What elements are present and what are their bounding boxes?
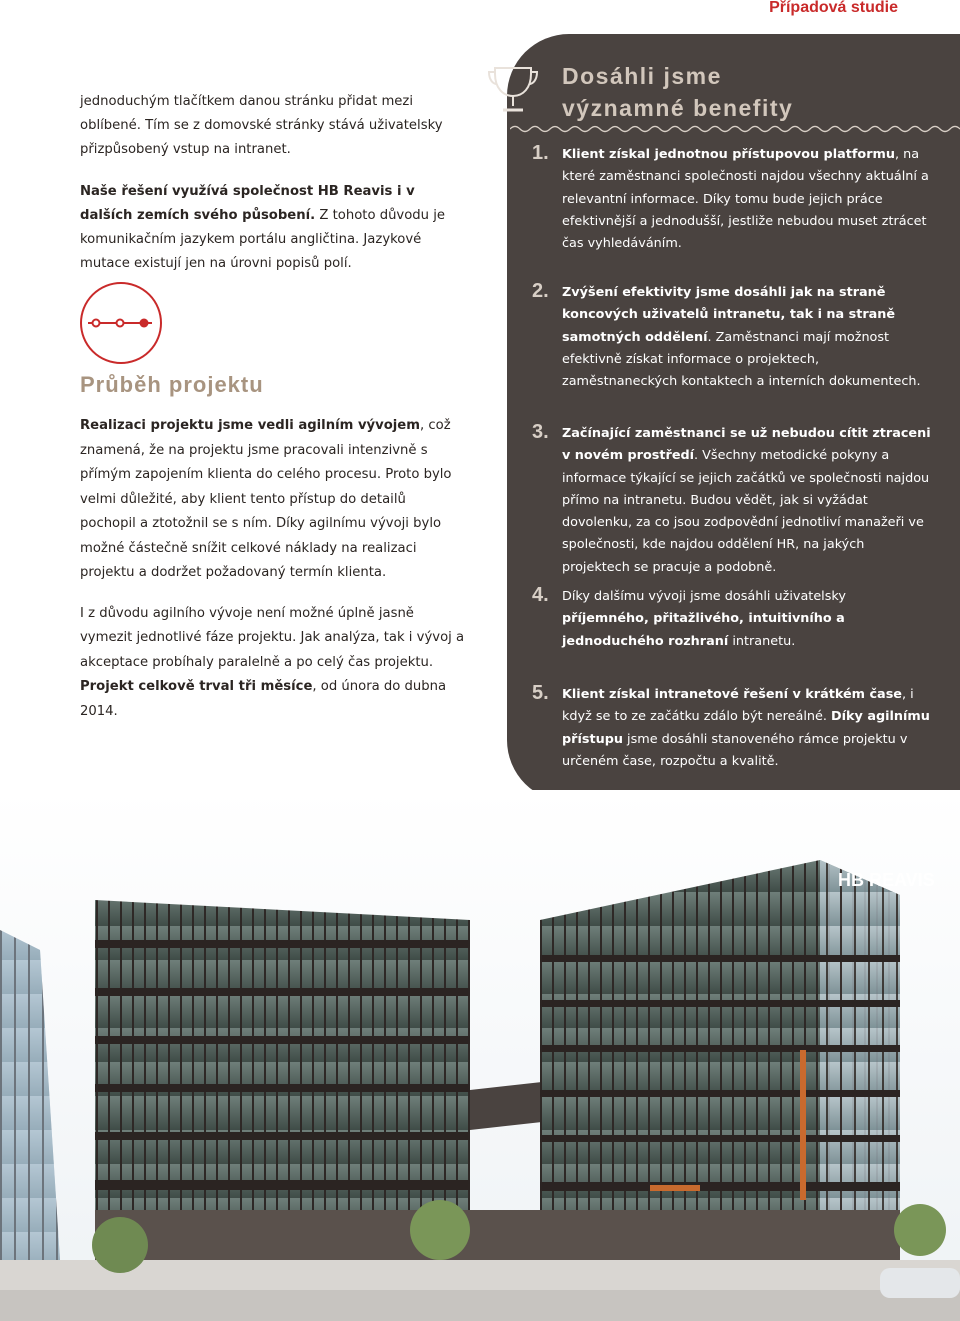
header-tag: Případová studie — [769, 0, 898, 16]
building-sign: HB REAVIS — [838, 870, 935, 890]
intro-text — [80, 90, 462, 294]
timeline-icon — [80, 282, 162, 364]
wavy-divider — [510, 124, 960, 134]
benefit-item-2: 2. Zvýšení efektivity jsme dosáhli jak na straně koncových uživatelů intranetu, tak i na straně samotných oddělení. Zaměstnanci mají možnost efektivně získat informace o projektech, zaměstnaneckých kontaktech a interních dokumentech. — [532, 280, 921, 390]
benefit-item-3: 3. Začínající zaměstnanci se už nebudou cítit ztraceni v novém prostředí. Všechny metodické pokyny a informace týkající se jejich začátků ve společnosti najdou přímo na intranetu. Budou vědět, jak si vyžádat dovolenku, za co jsou zodpovědní jednotliví manažeři ve společnosti, kde najdou oddělení HR, na jakých projektech se pracuje a podobně. — [532, 421, 931, 575]
paragraph-2: Naše řešení využívá společnost HB Reavis i v dalších zemích svého působení. Z tohoto důvodu je komunikačním jazykem portálu angličtina. Jazykové mutace existují jen na úrovni popisů polí. — [80, 184, 446, 271]
benefit-item-4: 4. Díky dalšímu vývoji jsme dosáhli uživatelsky příjemného, přitažlivého, intuitivního a jednoduchého rozhraní intranetu. — [532, 584, 846, 649]
paragraph-4: I z důvodu agilního vývoje není možné úplně jasně vymezit jednotlivé fáze projektu. Jak analýza, tak i vývoj a akceptace probíhaly paralelně a po celý čas projektu. Projekt celkově trval tři měsíce, od února do dubna 2014. — [80, 605, 465, 719]
paragraph-1: jednoduchým tlačítkem danou stránku přidat mezi oblíbené. Tím se z domovské stránky stává uživatelsky přizpůsobený vstup na intranet. — [80, 94, 443, 157]
section-title: Průběh projektu — [80, 372, 264, 397]
benefit-item-1: 1. Klient získal jednotnou přístupovou platformu, na které zaměstnanci společnosti najdou všechny aktuální a relevantní informace. Díky tomu bude jejich práce efektivnější a jednodušší, jestliže nebudou muset ztrácet čas vyhledáváním. — [532, 142, 929, 252]
benefit-item-5: 5. Klient získal intranetové řešení v krátkém čase, i když se to ze začátku zdálo být nereálné. Díky agilnímu přístupu jsme dosáhli stanoveného rámce projektu v určeném čase, rozpočtu a kvalitě. — [532, 682, 930, 769]
project-text — [80, 414, 465, 740]
paragraph-3: Realizaci projektu jsme vedli agilním vývojem, což znamená, že na projektu jsme pracovali intenzivně s přímým zapojením klienta do celého procesu. Proto bylo velmi důležité, aby klient tento přístup do detailů pochopil a ztotožnil se s ním. Díky agilnímu vývoji bylo možné částečně snížit celkové náklady na realizaci projektu a dodržet požadovaný termín klienta. — [80, 418, 452, 580]
trophy-icon — [487, 64, 539, 114]
building-illustration — [0, 790, 960, 1321]
panel-title: Dosáhli jsme významné benefity — [562, 63, 794, 121]
